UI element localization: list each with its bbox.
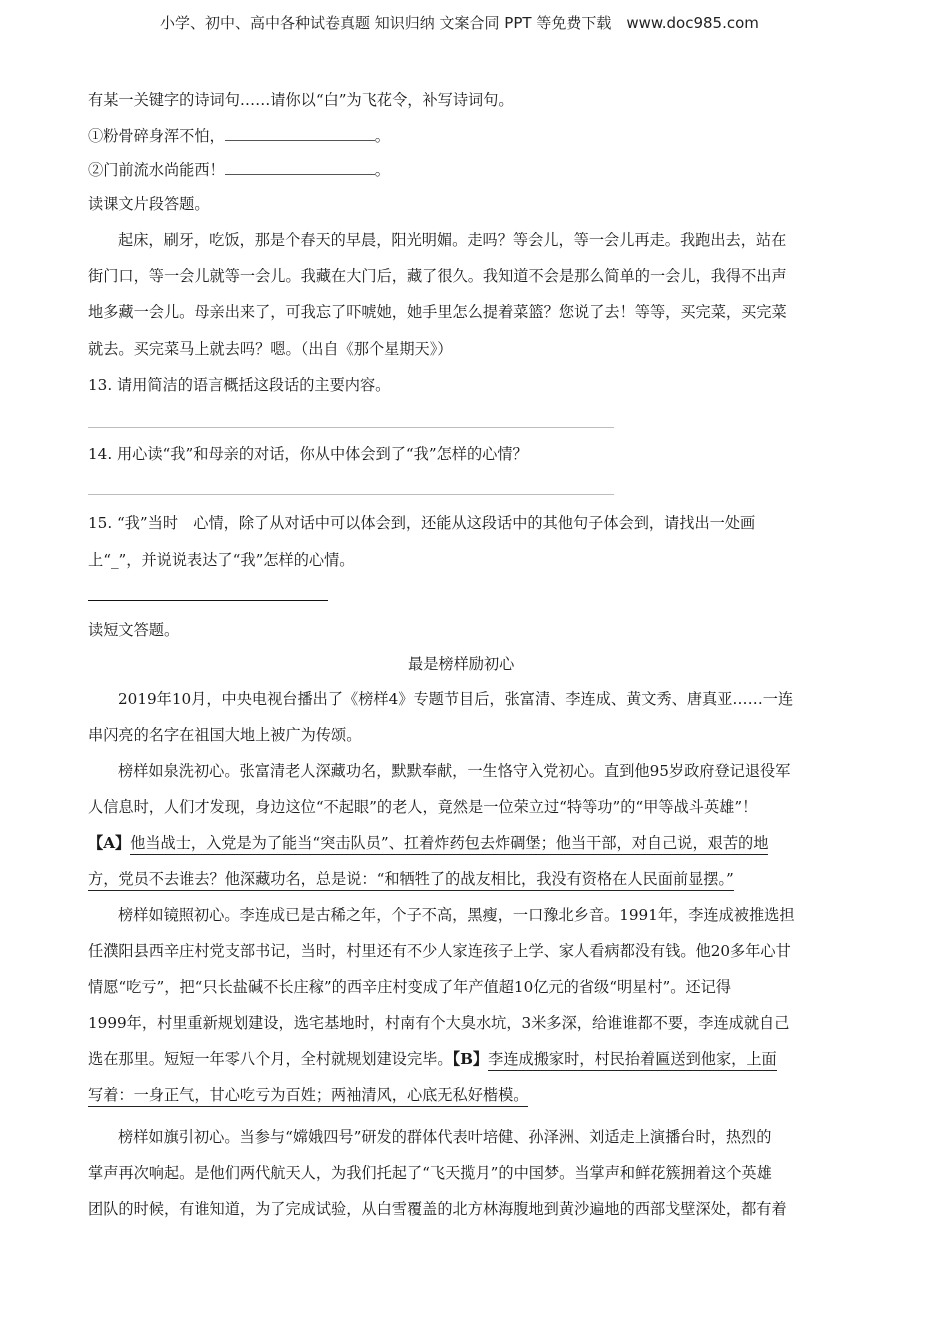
article-p3-line-1: 榜样如镜照初心。李连成已是古稀之年，个子不高，黑瘦，一口豫北乡音。1991年，李连成被推选担 bbox=[118, 906, 795, 924]
reading2-heading: 读短文答题。 bbox=[88, 621, 180, 639]
marker-B: 【B】 bbox=[452, 1050, 489, 1068]
poem-item-1-end: 。 bbox=[374, 127, 390, 145]
answer-line-13[interactable] bbox=[88, 427, 614, 428]
underlined-sentence-A-2: 方，党员不去谁去？他深藏功名，总是说：“和牺牲了的战友相比，我没有资格在人民面前显摆。” bbox=[88, 870, 734, 891]
poem-item-2-blank[interactable] bbox=[225, 174, 375, 175]
poem-item-1 bbox=[88, 125, 390, 146]
reading1-line-1: 起床，刷牙，吃饭，那是个春天的早晨，阳光明媚。走吗？等会儿，等一会儿再走。我跑出去，站在 bbox=[118, 231, 787, 249]
article-p4-line-1: 榜样如旗引初心。当参与“嫦娥四号”研发的群体代表叶培健、孙泽洲、刘适走上演播台时，热烈的 bbox=[118, 1128, 772, 1146]
article-p3-line-6 bbox=[88, 1084, 528, 1105]
article-p3-line-3: 情愿“吃亏”，把“只长盐碱不长庄稼”的西辛庄村变成了年产值超10亿元的省级“明星村”。还记得 bbox=[88, 978, 732, 996]
article-p3-line-2: 任濮阳县西辛庄村党支部书记，当时，村里还有不少人家连孩子上学、家人看病都没有钱。他20多年心甘 bbox=[88, 942, 791, 960]
poem-item-1-blank[interactable] bbox=[225, 140, 375, 141]
article-p2-line-1: 榜样如泉洗初心。张富清老人深藏功名，默默奉献，一生恪守入党初心。直到他95岁政府登记退役军 bbox=[118, 762, 791, 780]
article-p2-line-2: 人信息时，人们才发现，身边这位“不起眼”的老人，竟然是一位荣立过“特等功”的“甲等战斗英雄”！ bbox=[88, 798, 758, 816]
article-title: 最是榜样励初心 bbox=[408, 655, 515, 673]
reading1-line-4: 就去。买完菜马上就去吗？嗯。（出自《那个星期天》） bbox=[88, 340, 453, 358]
article-p3-line-4: 1999年，村里重新规划建设，选宅基地时，村南有个大臭水坑，3米多深，给谁谁都不要，李连成就自己 bbox=[88, 1014, 790, 1032]
underlined-sentence-B-1: 李连成搬家时，村民抬着匾送到他家，上面 bbox=[488, 1050, 777, 1071]
reading1-line-3: 地多藏一会儿。母亲出来了，可我忘了吓唬她，她手里怎么提着菜篮？您说了去！等等，买完菜，买完菜 bbox=[88, 303, 787, 321]
poem-task-intro: 有某一关键字的诗词句……请你以“白”为飞花令，补写诗词句。 bbox=[88, 91, 514, 109]
underlined-sentence-A-1: 他当战士，入党是为了能当“突击队员”、扛着炸药包去炸碉堡；他当干部，对自己说，艰苦的地 bbox=[130, 834, 768, 855]
poem-item-2-text: ②门前流水尚能西！ bbox=[88, 161, 225, 179]
question-13: 13. 请用简洁的语言概括这段话的主要内容。 bbox=[88, 376, 391, 394]
marker-A: 【A】 bbox=[88, 834, 131, 852]
underlined-sentence-B-2: 写着：一身正气，甘心吃亏为百姓；两袖清风，心底无私好楷模。 bbox=[88, 1086, 528, 1107]
reading1-line-2: 街门口，等一会儿就等一会儿。我藏在大门后，藏了很久。我知道不会是那么简单的一会儿，我得不出声 bbox=[88, 267, 787, 285]
article-p3-line-5 bbox=[88, 1048, 777, 1069]
article-p4-line-2: 掌声再次响起。是他们两代航天人，为我们托起了“飞天揽月”的中国梦。当掌声和鲜花簇拥着这个英雄 bbox=[88, 1164, 772, 1182]
question-15-line-2: 上“_”，并说说表达了“我”怎样的心情。 bbox=[88, 551, 355, 569]
poem-item-2-end: 。 bbox=[374, 161, 390, 179]
article-p3-line-5-text: 选在那里。短短一年零八个月，全村就规划建设完毕。 bbox=[88, 1050, 453, 1068]
article-p2-line-3 bbox=[88, 832, 768, 853]
article-p1-line-2: 串闪亮的名字在祖国大地上被广为传颂。 bbox=[88, 726, 362, 744]
reading1-heading: 读课文片段答题。 bbox=[88, 195, 210, 213]
question-14: 14. 用心读“我”和母亲的对话，你从中体会到了“我”怎样的心情？ bbox=[88, 445, 528, 463]
article-p1-line-1: 2019年10月，中央电视台播出了《榜样4》专题节目后，张富清、李连成、黄文秀、唐真亚……一连 bbox=[118, 690, 794, 708]
answer-line-14[interactable] bbox=[88, 494, 614, 495]
page-header: 小学、初中、高中各种试卷真题 知识归纳 文案合同 PPT 等免费下载 www.doc985.com bbox=[160, 14, 759, 32]
article-p2-line-4 bbox=[88, 868, 734, 889]
question-15-line-1: 15. “我”当时 心情，除了从对话中可以体会到，还能从这段话中的其他句子体会到，请找出一处画 bbox=[88, 514, 756, 532]
poem-item-1-text: ①粉骨碎身浑不怕， bbox=[88, 127, 225, 145]
poem-item-2 bbox=[88, 159, 390, 180]
article-p4-line-3: 团队的时候，有谁知道，为了完成试验，从白雪覆盖的北方林海腹地到黄沙遍地的西部戈壁深处，都有着 bbox=[88, 1200, 787, 1218]
answer-line-15[interactable] bbox=[88, 600, 328, 601]
